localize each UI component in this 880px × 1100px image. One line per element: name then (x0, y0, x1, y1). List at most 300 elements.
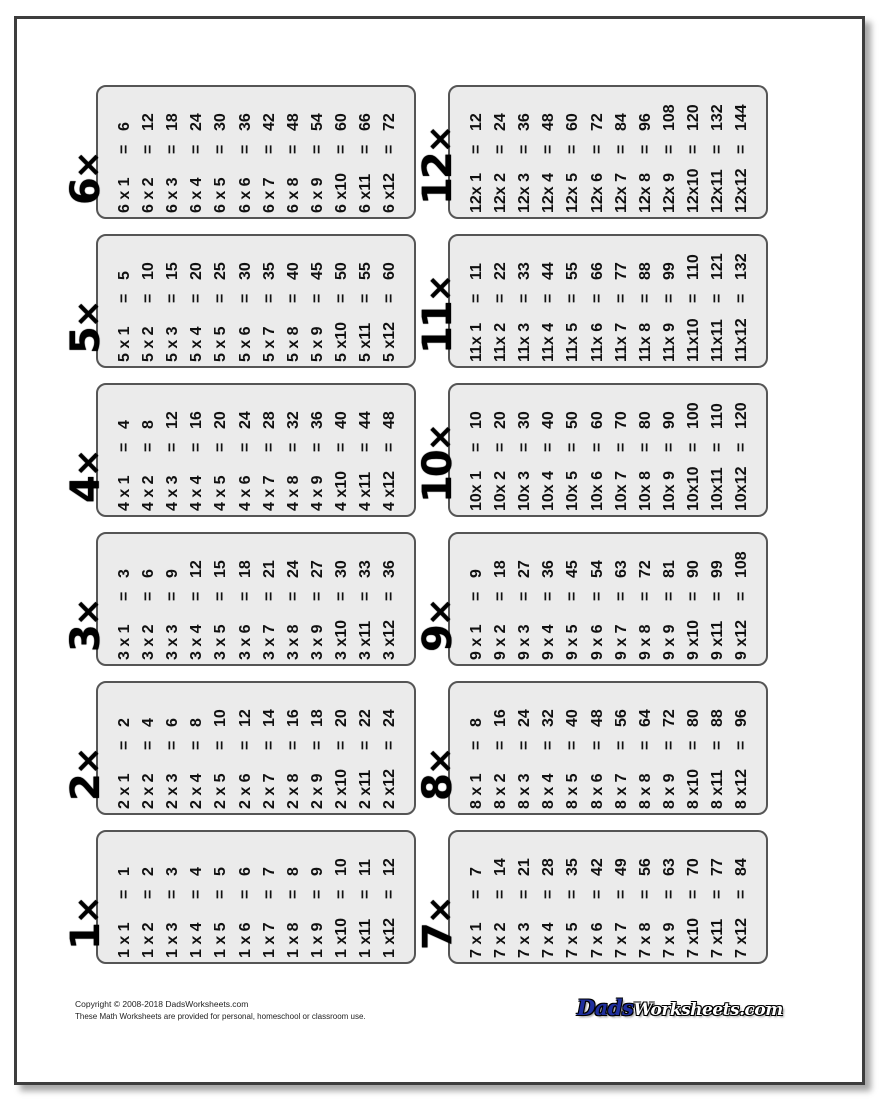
fact-line (164, 411, 182, 511)
fact-line (492, 858, 510, 958)
fact-expression: 8 x 3 (516, 773, 534, 809)
fact-line (188, 411, 206, 511)
fact-result: 16 (188, 411, 206, 429)
fact-result: 8 (468, 718, 485, 727)
fact-result: 81 (660, 560, 678, 578)
fact-expression: 1 x 6 (236, 922, 254, 958)
fact-result: 120 (733, 402, 751, 429)
equals-sign: = (357, 442, 374, 452)
equals-sign: = (636, 740, 654, 750)
fact-line (516, 262, 534, 362)
fact-line (709, 858, 727, 958)
fact-line (285, 560, 303, 660)
fact-line (237, 867, 255, 958)
fact-expression: 9 x 6 (588, 624, 606, 660)
fact-result: 20 (332, 709, 350, 727)
fact-expression: 3 x 7 (260, 624, 278, 660)
fact-result: 4 (116, 420, 133, 429)
fact-result: 14 (492, 858, 510, 876)
equals-sign: = (164, 591, 182, 601)
fact-expression: 7 x 3 (516, 922, 534, 958)
fact-result: 96 (636, 113, 654, 131)
fact-expression: 1 x 1 (116, 922, 133, 958)
equals-sign: = (636, 889, 654, 899)
fact-result: 84 (733, 858, 751, 876)
fact-result: 66 (357, 113, 374, 131)
equals-sign: = (357, 144, 374, 154)
fact-expression: 2 x 2 (140, 773, 158, 809)
fact-expression: 10x10 (684, 466, 702, 511)
fact-result: 30 (332, 560, 350, 578)
equals-sign: = (540, 293, 558, 303)
equals-sign: = (636, 144, 654, 154)
fact-line (709, 104, 727, 213)
fact-expression: 8 x 8 (636, 773, 654, 809)
multiply-sign-icon: × (420, 748, 460, 776)
fact-result: 32 (284, 411, 302, 429)
table-label-number: 11 (415, 302, 461, 354)
equals-sign: = (260, 740, 278, 750)
fact-result: 72 (660, 709, 678, 727)
fact-result: 77 (612, 262, 630, 280)
fact-expression: 4 x 4 (188, 475, 206, 511)
fact-line (564, 858, 582, 958)
equals-sign: = (516, 442, 534, 452)
fact-line (589, 709, 607, 809)
equals-sign: = (381, 293, 399, 303)
fact-result: 56 (636, 858, 654, 876)
table-label-9 (415, 599, 461, 652)
fact-expression: 5 x 1 (116, 326, 133, 362)
equals-sign: = (332, 293, 350, 303)
fact-expression: 8 x11 (709, 769, 726, 809)
equals-sign: = (492, 889, 510, 899)
fact-result: 72 (381, 113, 399, 131)
table-label-number: 1 (63, 924, 109, 950)
fact-result: 77 (709, 858, 726, 876)
equals-sign: = (516, 740, 534, 750)
equals-sign: = (733, 144, 751, 154)
fact-result: 30 (516, 411, 534, 429)
fact-expression: 4 x 1 (116, 475, 133, 511)
equals-sign: = (733, 293, 751, 303)
equals-sign: = (284, 293, 302, 303)
fact-result: 5 (116, 271, 133, 280)
equals-sign: = (588, 144, 606, 154)
equals-sign: = (236, 889, 254, 899)
fact-expression: 7 x 6 (588, 922, 606, 958)
fact-result: 54 (308, 113, 326, 131)
fact-result: 36 (381, 560, 399, 578)
fact-result: 70 (612, 411, 630, 429)
equals-sign: = (140, 293, 158, 303)
equals-sign: = (492, 144, 510, 154)
fact-result: 108 (733, 551, 751, 578)
fact-expression: 8 x12 (733, 768, 751, 809)
equals-sign: = (636, 442, 654, 452)
fact-line (237, 560, 255, 660)
multiply-sign-icon: × (420, 599, 460, 627)
equals-sign: = (660, 889, 678, 899)
fact-result: 144 (733, 104, 751, 131)
fact-result: 8 (140, 420, 158, 429)
equals-sign: = (188, 740, 206, 750)
equals-sign: = (636, 591, 654, 601)
fact-expression: 9 x 9 (660, 624, 678, 660)
fact-expression: 6 x 2 (140, 177, 158, 213)
fact-expression: 4 x 7 (260, 475, 278, 511)
table-label-11 (415, 275, 461, 354)
equals-sign: = (284, 442, 302, 452)
fact-expression: 8 x 4 (540, 773, 558, 809)
fact-line (564, 709, 582, 809)
table-label-number: 8 (415, 775, 461, 801)
fact-expression: 8 x 6 (588, 773, 606, 809)
fact-line (164, 262, 182, 362)
equals-sign: = (733, 591, 751, 601)
fact-result: 36 (236, 113, 254, 131)
fact-result: 42 (260, 113, 278, 131)
fact-line (381, 560, 399, 660)
fact-line (468, 411, 486, 511)
fact-expression: 6 x11 (357, 173, 374, 213)
fact-expression: 11x 4 (540, 322, 558, 362)
fact-result: 132 (709, 104, 726, 131)
fact-expression: 1 x 4 (188, 922, 206, 958)
fact-line (285, 867, 303, 958)
fact-expression: 3 x 9 (308, 624, 326, 660)
fact-line (685, 402, 703, 511)
fact-line (116, 867, 134, 958)
equals-sign: = (709, 889, 726, 899)
fact-expression: 10x 3 (516, 470, 534, 511)
table-label-2 (63, 748, 109, 801)
fact-line (733, 402, 751, 511)
fact-line (381, 113, 399, 213)
fact-result: 35 (260, 262, 278, 280)
fact-expression: 4 x 8 (284, 475, 302, 511)
fact-result: 60 (332, 113, 350, 131)
fact-expression: 11x 2 (492, 322, 510, 362)
fact-line (357, 411, 375, 511)
fact-line (140, 718, 158, 809)
fact-expression: 4 x 9 (308, 475, 326, 511)
fact-result: 10 (140, 262, 158, 280)
equals-sign: = (564, 293, 582, 303)
fact-line (285, 709, 303, 809)
equals-sign: = (116, 293, 133, 303)
fact-result: 70 (684, 858, 702, 876)
fact-expression: 12x12 (733, 168, 751, 213)
equals-sign: = (540, 740, 558, 750)
equals-sign: = (660, 293, 678, 303)
fact-line (661, 411, 679, 511)
fact-result: 8 (284, 867, 302, 876)
equals-sign: = (684, 740, 702, 750)
fact-result: 12 (468, 113, 485, 131)
equals-sign: = (284, 889, 302, 899)
equals-sign: = (236, 442, 254, 452)
fact-line (685, 104, 703, 213)
fact-expression: 1 x12 (381, 917, 399, 958)
fact-expression: 9 x12 (733, 619, 751, 660)
fact-line (188, 867, 206, 958)
fact-line (381, 411, 399, 511)
fact-expression: 4 x12 (381, 470, 399, 511)
equals-sign: = (164, 889, 182, 899)
fact-line (333, 709, 351, 809)
fact-expression: 8 x 9 (660, 773, 678, 809)
equals-sign: = (516, 591, 534, 601)
fact-expression: 11x 6 (588, 322, 606, 362)
fact-expression: 8 x 7 (612, 773, 630, 809)
equals-sign: = (212, 740, 230, 750)
fact-expression: 4 x 2 (140, 475, 158, 511)
fact-expression: 12x 4 (540, 172, 558, 213)
fact-line (540, 262, 558, 362)
equals-sign: = (188, 144, 206, 154)
fact-result: 10 (468, 411, 485, 429)
fact-expression: 12x 6 (588, 172, 606, 213)
fact-expression: 9 x 8 (636, 624, 654, 660)
fact-expression: 7 x 9 (660, 922, 678, 958)
fact-expression: 5 x 6 (236, 326, 254, 362)
fact-result: 54 (588, 560, 606, 578)
equals-sign: = (164, 144, 182, 154)
multiply-sign-icon: × (68, 599, 108, 627)
fact-result: 3 (116, 569, 133, 578)
fact-expression: 9 x 3 (516, 624, 534, 660)
fact-line (212, 709, 230, 809)
equals-sign: = (612, 591, 630, 601)
fact-result: 60 (564, 113, 582, 131)
fact-line (589, 262, 607, 362)
fact-result: 30 (236, 262, 254, 280)
equals-sign: = (684, 889, 702, 899)
equals-sign: = (381, 591, 399, 601)
logo-part-dads: Dads (577, 995, 634, 1020)
equals-sign: = (116, 591, 133, 601)
fact-line (357, 113, 375, 213)
fact-result: 90 (684, 560, 702, 578)
fact-result: 88 (636, 262, 654, 280)
fact-expression: 5 x 7 (260, 326, 278, 362)
fact-expression: 11x12 (733, 318, 751, 362)
table-label-number: 4 (63, 477, 109, 503)
fact-expression: 5 x 3 (164, 326, 182, 362)
fact-line (212, 560, 230, 660)
equals-sign: = (116, 144, 133, 154)
fact-expression: 2 x 1 (116, 773, 133, 809)
equals-sign: = (308, 442, 326, 452)
fact-result: 21 (516, 858, 534, 876)
fact-expression: 2 x 8 (284, 773, 302, 809)
fact-expression: 10x 5 (564, 470, 582, 511)
fact-line (357, 262, 375, 362)
fact-line (564, 262, 582, 362)
fact-result: 2 (116, 718, 133, 727)
copyright-text: Copyright © 2008-2018 DadsWorksheets.com (75, 999, 249, 1009)
fact-result: 48 (540, 113, 558, 131)
fact-expression: 11x11 (709, 319, 726, 362)
fact-result: 100 (684, 402, 702, 429)
fact-result: 6 (164, 718, 182, 727)
fact-line (140, 569, 158, 660)
fact-expression: 8 x 5 (564, 773, 582, 809)
equals-sign: = (260, 144, 278, 154)
fact-result: 40 (564, 709, 582, 727)
fact-result: 64 (636, 709, 654, 727)
fact-expression: 2 x 5 (212, 773, 230, 809)
fact-result: 121 (709, 253, 726, 280)
equals-sign: = (660, 144, 678, 154)
equals-sign: = (733, 442, 751, 452)
fact-expression: 8 x 1 (468, 773, 485, 809)
equals-sign: = (468, 144, 485, 154)
equals-sign: = (660, 442, 678, 452)
table-label-8 (415, 748, 461, 801)
fact-result: 6 (236, 867, 254, 876)
fact-line (540, 113, 558, 213)
equals-sign: = (468, 591, 485, 601)
fact-result: 84 (612, 113, 630, 131)
fact-line (237, 262, 255, 362)
equals-sign: = (709, 144, 726, 154)
fact-line (140, 867, 158, 958)
equals-sign: = (564, 591, 582, 601)
fact-line (637, 709, 655, 809)
fact-result: 35 (564, 858, 582, 876)
fact-result: 22 (492, 262, 510, 280)
fact-line (564, 560, 582, 660)
fact-line (733, 253, 751, 362)
equals-sign: = (588, 889, 606, 899)
fact-line (613, 858, 631, 958)
equals-sign: = (564, 442, 582, 452)
fact-expression: 3 x12 (381, 619, 399, 660)
equals-sign: = (212, 293, 230, 303)
fact-expression: 3 x 6 (236, 624, 254, 660)
equals-sign: = (357, 740, 374, 750)
fact-line (188, 262, 206, 362)
fact-expression: 2 x 4 (188, 773, 206, 809)
fact-result: 72 (588, 113, 606, 131)
fact-expression: 5 x 5 (212, 326, 230, 362)
equals-sign: = (188, 889, 206, 899)
fact-line (516, 709, 534, 809)
equals-sign: = (516, 144, 534, 154)
fact-result: 88 (709, 709, 726, 727)
fact-result: 20 (212, 411, 230, 429)
fact-expression: 1 x 2 (140, 922, 158, 958)
equals-sign: = (684, 442, 702, 452)
fact-expression: 11x 1 (468, 322, 485, 362)
table-label-number: 3 (63, 626, 109, 652)
fact-expression: 3 x 3 (164, 624, 182, 660)
fact-result: 60 (588, 411, 606, 429)
fact-result: 3 (164, 867, 182, 876)
fact-expression: 10x 2 (492, 470, 510, 511)
equals-sign: = (588, 740, 606, 750)
fact-result: 28 (540, 858, 558, 876)
logo-part-worksheets: Worksheets.com (633, 1000, 783, 1020)
table-label-number: 5 (63, 328, 109, 354)
fact-result: 18 (492, 560, 510, 578)
fact-line (637, 858, 655, 958)
fact-result: 16 (492, 709, 510, 727)
fact-result: 45 (564, 560, 582, 578)
fact-line (333, 560, 351, 660)
equals-sign: = (468, 740, 485, 750)
equals-sign: = (116, 442, 133, 452)
fact-result: 9 (164, 569, 182, 578)
equals-sign: = (381, 889, 399, 899)
fact-result: 27 (308, 560, 326, 578)
fact-result: 40 (332, 411, 350, 429)
fact-line (237, 709, 255, 809)
fact-expression: 7 x 2 (492, 922, 510, 958)
fact-line (164, 867, 182, 958)
fact-line (164, 718, 182, 809)
fact-line (637, 262, 655, 362)
fact-expression: 7 x12 (733, 917, 751, 958)
equals-sign: = (332, 591, 350, 601)
equals-sign: = (140, 740, 158, 750)
fact-line (540, 411, 558, 511)
fact-result: 40 (284, 262, 302, 280)
equals-sign: = (260, 591, 278, 601)
fact-result: 11 (468, 263, 485, 280)
table-label-4 (63, 450, 109, 503)
fact-expression: 1 x 9 (308, 922, 326, 958)
fact-expression: 4 x 6 (236, 475, 254, 511)
fact-result: 50 (564, 411, 582, 429)
fact-expression: 1 x10 (332, 917, 350, 958)
fact-result: 33 (516, 262, 534, 280)
equals-sign: = (381, 740, 399, 750)
fact-line (285, 262, 303, 362)
fact-result: 99 (709, 560, 726, 578)
fact-line (309, 867, 327, 958)
fact-expression: 5 x 8 (284, 326, 302, 362)
fact-line (261, 411, 279, 511)
fact-result: 30 (212, 113, 230, 131)
equals-sign: = (612, 740, 630, 750)
fact-line (116, 420, 134, 511)
fact-expression: 7 x10 (684, 917, 702, 958)
equals-sign: = (212, 591, 230, 601)
fact-result: 12 (381, 858, 399, 876)
fact-expression: 9 x 4 (540, 624, 558, 660)
equals-sign: = (540, 591, 558, 601)
equals-sign: = (709, 740, 726, 750)
fact-result: 42 (588, 858, 606, 876)
fact-expression: 8 x10 (684, 768, 702, 809)
fact-expression: 12x 9 (660, 172, 678, 213)
fact-expression: 9 x 2 (492, 624, 510, 660)
fact-result: 15 (212, 560, 230, 578)
equals-sign: = (564, 740, 582, 750)
fact-line (564, 411, 582, 511)
fact-line (357, 709, 375, 809)
fact-expression: 11x10 (684, 318, 702, 362)
equals-sign: = (308, 591, 326, 601)
fact-expression: 4 x 5 (212, 475, 230, 511)
table-label-7 (415, 897, 461, 950)
fact-line (261, 113, 279, 213)
fact-expression: 6 x 9 (308, 177, 326, 213)
fact-expression: 12x 8 (636, 172, 654, 213)
